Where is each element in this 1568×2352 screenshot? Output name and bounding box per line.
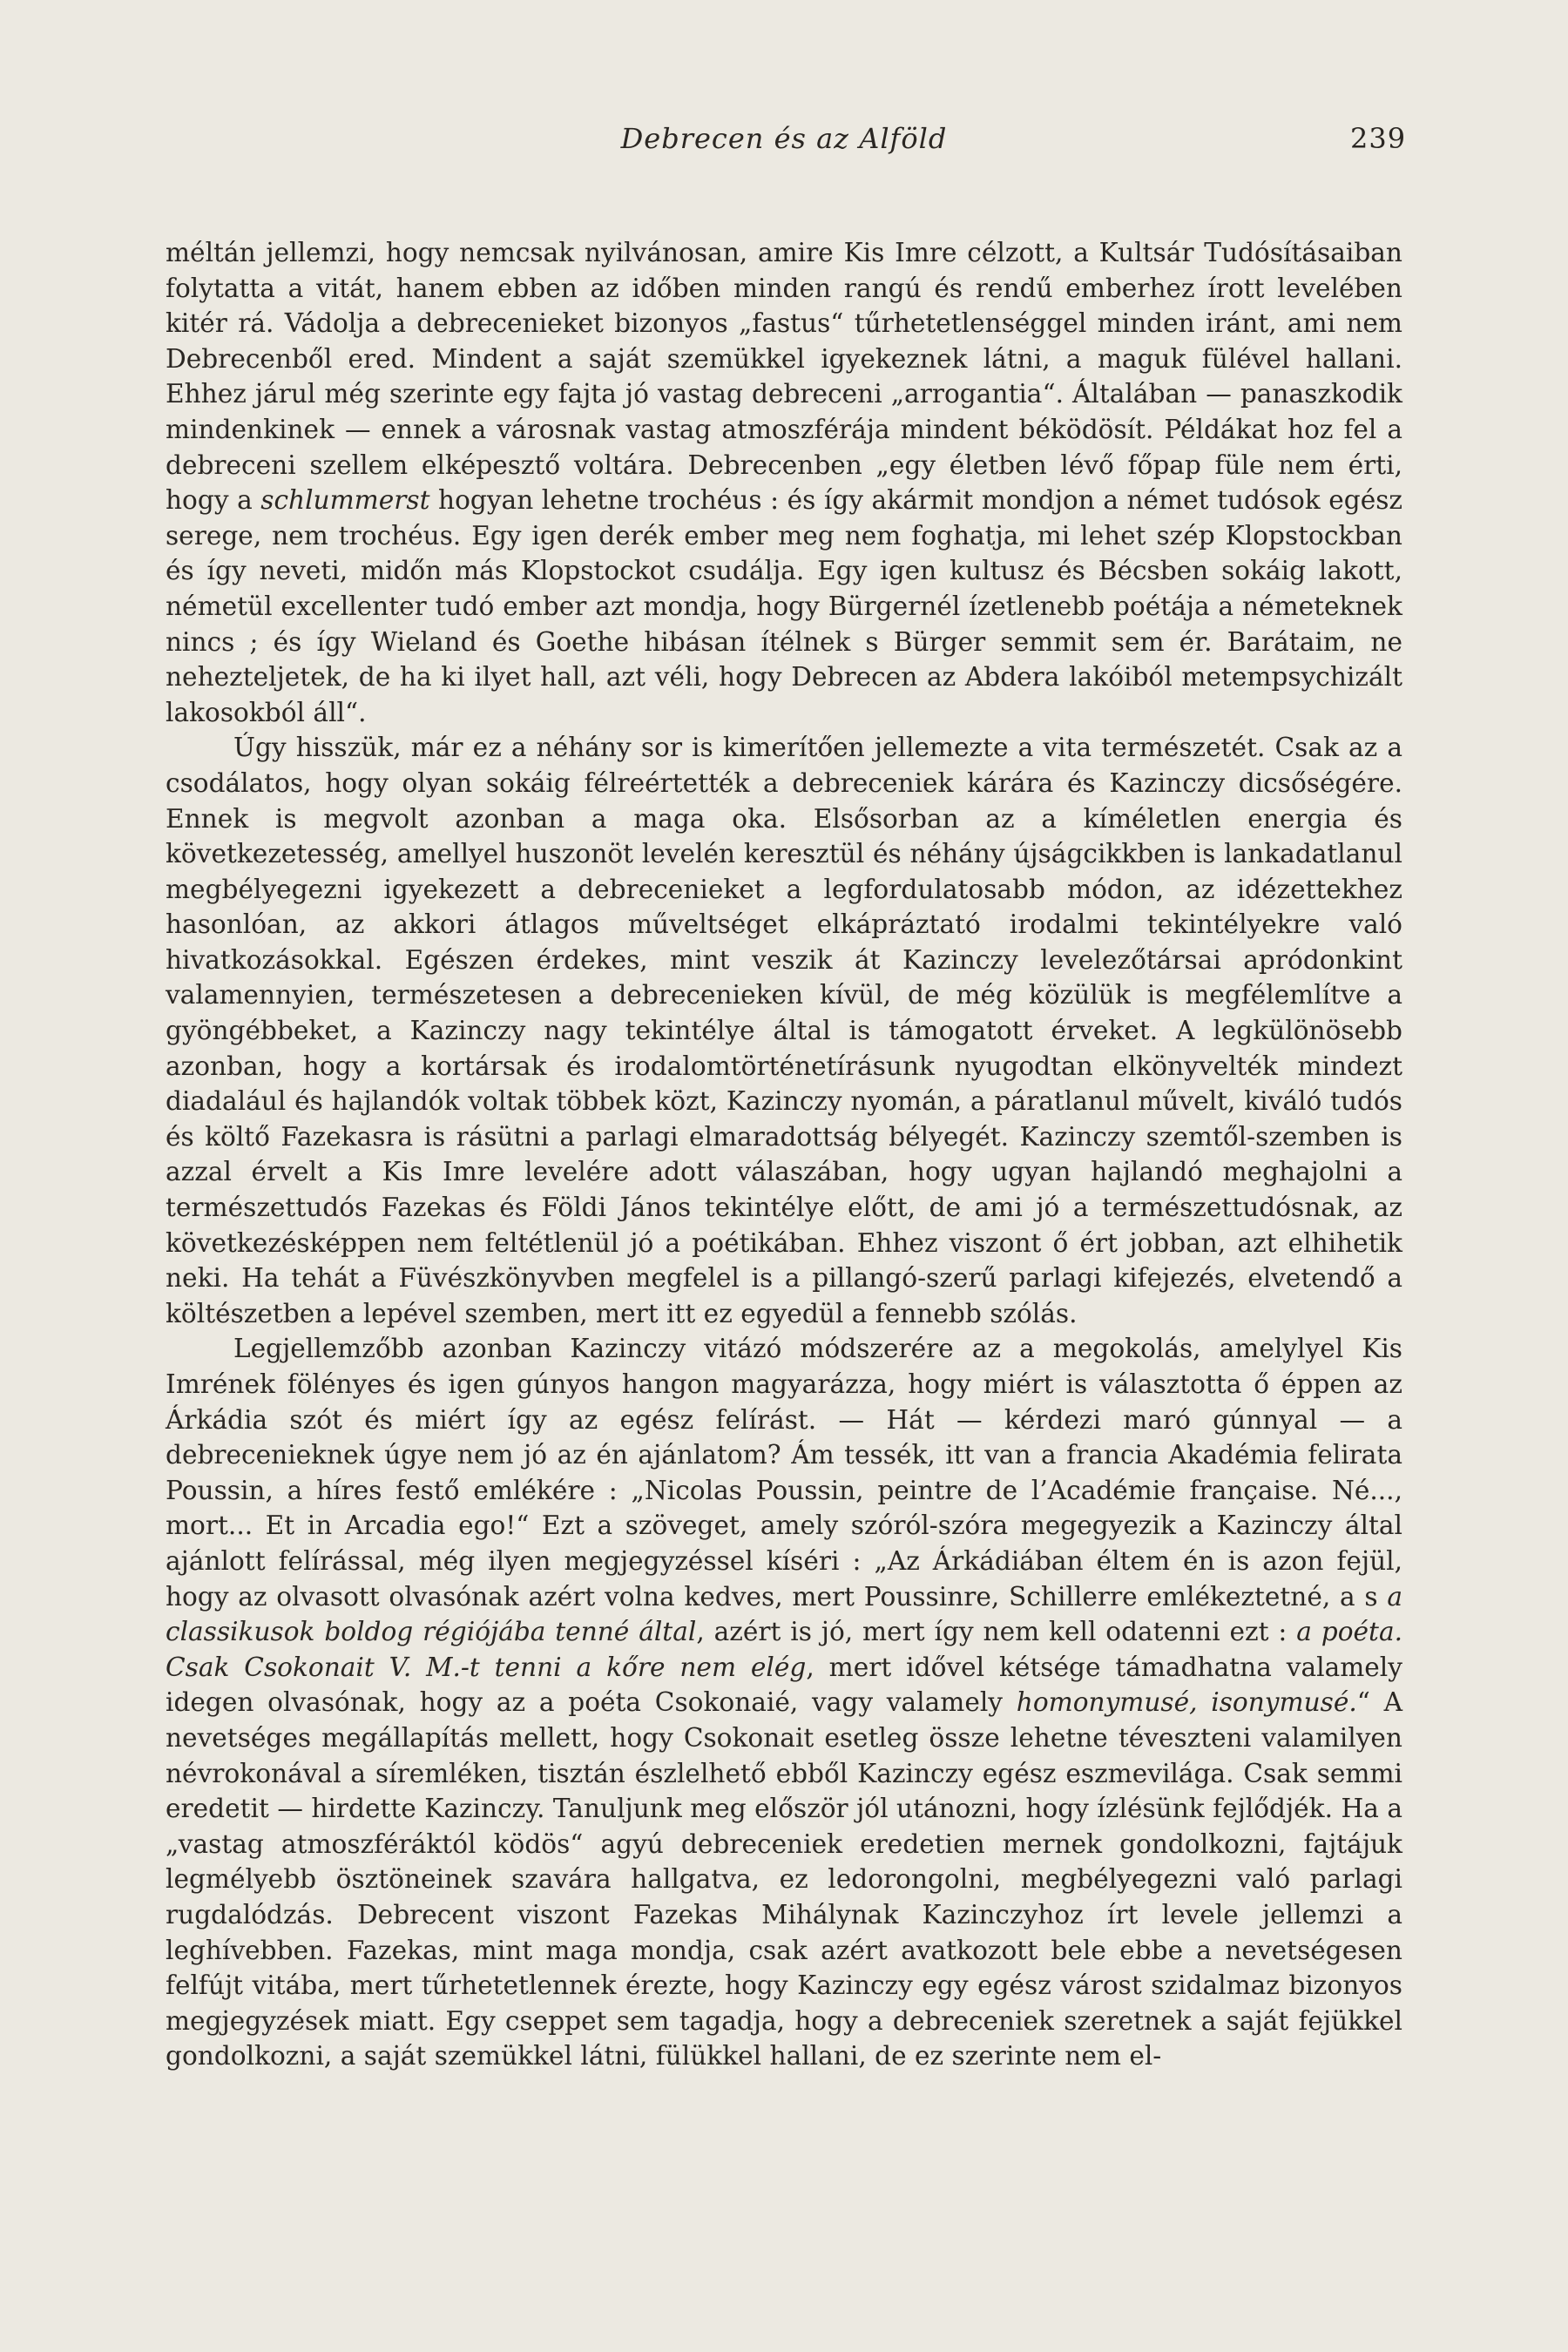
body-text <box>166 235 1402 2074</box>
text-run: méltán jellemzi, hogy nemcsak nyilvánosan, amire Kis Imre célzott, a Kultsár Tudósításaiban folytatta a vitát, hanem ebben az időben minden rangú és rendű emberhez írott levelében kitér rá. Vádolja a debrecenieket bizonyos „fastus“ tűrhetetlenséggel minden iránt, ami nem Debrecenből ered. Mindent a saját szemükkel igyekeznek látni, a maguk fülével hallani. Ehhez járul még szerinte egy fajta jó vastag debreceni „arrogantia“. Általában — panaszkodik mindenkinek — ennek a városnak vastag atmoszférája mindent béködösít. Példákat hoz fel a debreceni szellem elképesztő voltára. Debrecenben „egy életben lévő főpap füle nem érti, hogy a <box>166 238 1402 516</box>
italic-text-run: homonymusé, isonymusé. <box>1016 1687 1357 1718</box>
text-run: “ A nevetséges megállapítás mellett, hogy Csokonait esetleg össze lehetne téveszteni valamilyen névrokonával a síremléken, tisztán észlelhető ebből Kazinczy egész eszmevilága. Csak semmi eredetit — hirdette Kazinczy. Tanuljunk meg először jól utánozni, hogy ízlésünk fejlődjék. Ha a „vastag atmoszféráktól ködös“ agyú debreceniek eredetien mernek gondolkozni, fajtájuk legmélyebb ösztöneinek szavára hallgatva, ez ledorongolni, megbélyegezni való parlagi rugdalódzás. Debrecent viszont Fazekas Mihálynak Kazinczyhoz írt levele jellemzi a leghívebben. Fazekas, mint maga mondja, csak azért avatkozott bele ebbe a nevetségesen felfújt vitába, mert tűrhetetlennek érezte, hogy Kazinczy egy egész várost szidalmaz bizonyos megjegyzések miatt. Egy cseppet sem tagadja, hogy a debreceniek szeretnek a saját fejükkel gondolkozni, a saját szemükkel látni, fülükkel hallani, de ez szerinte nem el- <box>166 1687 1402 2072</box>
italic-text-run: a classikusok boldog régiójába tenné által <box>166 1581 1402 1647</box>
text-run: Úgy hisszük, már ez a néhány sor is kimerítően jellemezte a vita természetét. Csak az a csodálatos, hogy olyan sokáig félreértették a debreceniek kárára és Kazinczy dicsőségére. Ennek is megvolt azonban a maga oka. Elsősorban az a kíméletlen energia és következetesség, amellyel huszonöt levelén keresztül és néhány újságcikkben is lankadatlanul megbélyegezni igyekezett a debrecenieket a legfordulatosabb módon, az idézettekhez hasonlóan, az akkori átlagos műveltséget elkápráztató irodalmi tekintélyekre való hivatkozásokkal. Egészen érdekes, mint veszik át Kazinczy levelezőtársai apródonkint valamennyien, természetesen a debrecenieken kívül, de még közülük is megfélemlítve a gyöngébbeket, a Kazinczy nagy tekintélye által is támogatott érveket. A legkülönösebb azonban, hogy a kortársak és irodalomtörténetírásunk nyugodtan elkönyvelték mindezt diadalául és hajlandók voltak többek közt, Kazinczy nyomán, a páratlanul művelt, kiváló tudós és költő Fazekasra is rásütni a parlagi elmaradottság bélyegét. Kazinczy szemtől-szemben is azzal érvelt a Kis Imre levelére adott válaszában, hogy ugyan hajlandó meghajolni a természettudós Fazekas és Földi János tekintélye előtt, de ami jó a természettudósnak, az következésképpen nem feltétlenül jó a poétikában. Ehhez viszont ő ért jobban, azt elhihetik neki. Ha tehát a Füvészkönyvben megfelel is a pillangó-szerű parlagi kifejezés, elvetendő a költészetben a lepével szemben, mert itt ez egyedül a fennebb szólás. <box>166 733 1402 1328</box>
page-number: 239 <box>1350 122 1407 155</box>
italic-text-run: schlummerst <box>260 485 430 516</box>
paragraph <box>166 1331 1402 2073</box>
italic-text-run: a poéta. Csak Csokonait V. M.-t tenni a kőre nem elég <box>166 1617 1402 1682</box>
running-title: Debrecen és az Alföld <box>620 122 948 155</box>
running-head <box>0 122 1568 166</box>
text-run: , azért is jó, mert így nem kell odatenni ezt : <box>696 1617 1297 1647</box>
text-run: Legjellemzőbb azonban Kazinczy vitázó módszerére az a megokolás, amelylyel Kis Imrének fölényes és igen gúnyos hangon magyarázza, hogy miért is választotta ő éppen az Árkádia szót és miért így az egész felírást. — Hát — kérdezi maró gúnnyal — a debrecenieknek úgye nem jó az én ajánlatom? Ám tessék, itt van a francia Akadémia felirata Poussin, a híres festő emlékére : „Nicolas Poussin, peintre de l’Académie française. Né..., mort... Et in Arcadia ego!“ Ezt a szöveget, amely szóról-szóra megegyezik a Kazinczy által ajánlott felírással, még ilyen megjegyzéssel kíséri : „Az Árkádiában éltem én is azon fejül, hogy az olvasott olvasónak azért volna kedves, mert Poussinre, Schillerre emlékeztetné, a s <box>166 1334 1402 1612</box>
text-run: , mert idővel kétsége támadhatna valamely idegen olvasónak, hogy az a poéta Csokonaié, vagy valamely <box>166 1652 1402 1718</box>
paragraph <box>166 235 1402 730</box>
text-run: hogyan lehetne trochéus : és így akármit mondjon a német tudósok egész serege, nem trochéus. Egy igen derék ember meg nem foghatja, mi lehet szép Klopstockban és így neveti, midőn más Klopstockot csudálja. Egy igen kultusz és Bécsben sokáig lakott, németül excellenter tudó ember azt mondja, hogy Bürgernél ízetlenebb poétája a németeknek nincs ; és így Wieland és Goethe hibásan ítélnek s Bürger semmit sem ér. Barátaim, ne nehezteljetek, de ha ki ilyet hall, azt véli, hogy Debrecen az Abdera lakóiból metempsychizált lakosokból áll“. <box>166 485 1403 727</box>
paragraph <box>166 730 1402 1331</box>
